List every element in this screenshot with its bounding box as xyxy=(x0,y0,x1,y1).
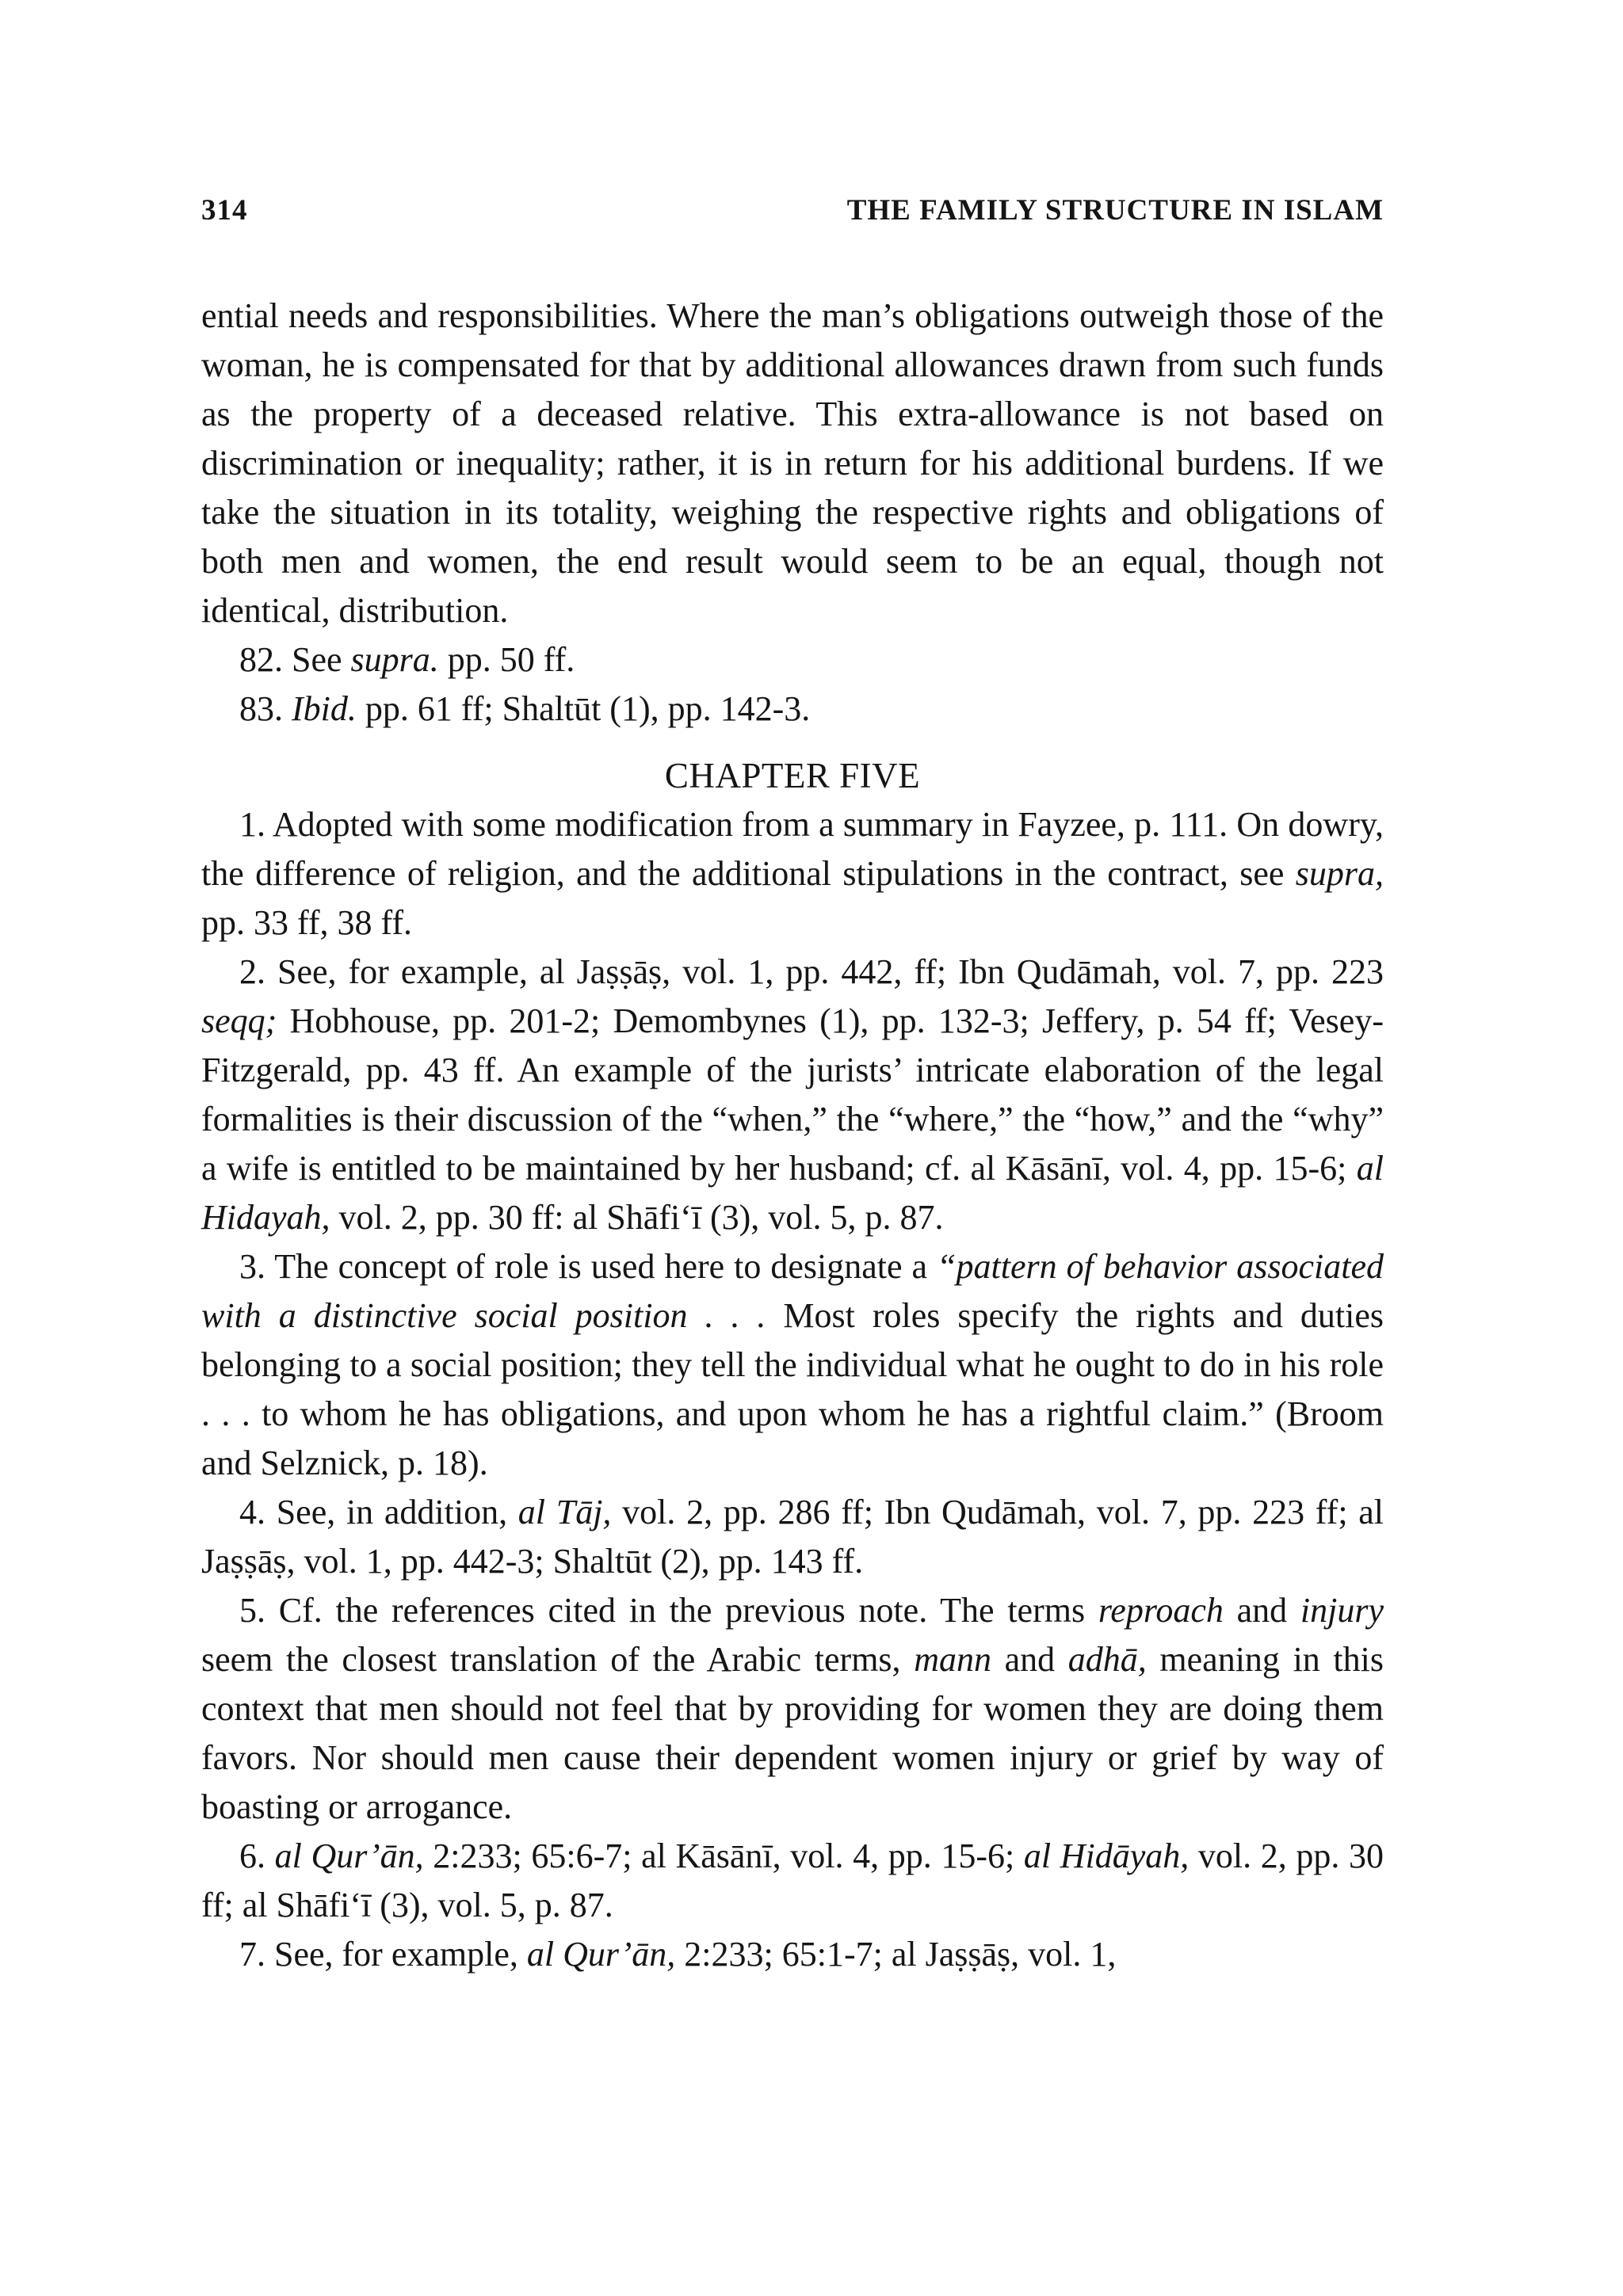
footnote-italic-text: al Hidayah, xyxy=(201,1149,1384,1237)
footnote-text: See xyxy=(283,640,351,679)
footnote xyxy=(201,1832,1384,1930)
footnote-italic-text: injury xyxy=(1300,1591,1384,1630)
footnote-italic-text: al Qur’ān, xyxy=(274,1836,424,1875)
footnote xyxy=(201,635,1384,685)
footnote-italic-text: mann xyxy=(914,1640,991,1679)
footnote-italic-text: seqq; xyxy=(201,1001,277,1040)
footnote xyxy=(201,1930,1384,1979)
footnote-text: 2:233; 65:6-7; al Kāsānī, vol. 4, pp. 15-6; xyxy=(423,1836,1024,1875)
footnote-number: 83. xyxy=(239,689,283,728)
footnote-italic-text: al Qur’ān, xyxy=(526,1935,676,1974)
footnote-text: meaning in this context that men should not feel that by providing for women they are doing them favors. Nor should men cause their dependent women injury or grief by way of boasting or arrogance. xyxy=(201,1640,1384,1826)
footnote-italic-text: Ibid. xyxy=(292,689,357,728)
running-title: THE FAMILY STRUCTURE IN ISLAM xyxy=(846,194,1384,227)
chapter-five-notes xyxy=(201,800,1384,1979)
footnote-italic-text: al Hidāyah, xyxy=(1023,1836,1190,1875)
footnote xyxy=(201,1586,1384,1832)
footnote-text: See, in addition, xyxy=(265,1493,518,1531)
footnote-number: 2. xyxy=(239,952,265,991)
page-body xyxy=(201,292,1384,1979)
footnote-text: seem the closest translation of the Arabic terms, xyxy=(201,1640,915,1679)
footnote-italic-text: al Tāj, xyxy=(517,1493,612,1531)
footnote-text: Hobhouse, pp. 201-2; Demombynes (1), pp. 132-3; Jeffery, p. 54 ff; Vesey-Fitzgerald, pp. 43 ff. An example of the jurists’ intricate elaboration of the legal formalities is their discussion of the “when,” the “where,” the “how,” and the “why” a wife is entitled to be maintained by her husband; cf. al Kāsānī, vol. 4, pp. 15-6; xyxy=(201,1001,1384,1188)
footnote-number: 1. xyxy=(239,805,265,844)
footnote-italic-text: adhā, xyxy=(1067,1640,1147,1679)
footnote xyxy=(201,948,1384,1242)
footnote-italic-text: supra, xyxy=(1295,854,1384,893)
footnote-text: pp. 50 ff. xyxy=(438,640,575,679)
footnote-text: Cf. the references cited in the previous note. The terms xyxy=(265,1591,1098,1630)
footnote-text xyxy=(265,1836,275,1875)
footnote-text: vol. 2, pp. 30 ff: al Shāfi‘ī (3), vol. 5, p. 87. xyxy=(330,1198,944,1237)
footnote xyxy=(201,1488,1384,1586)
notes-before-chapter xyxy=(201,635,1384,734)
footnote-number: 4. xyxy=(239,1493,265,1531)
footnote-text: pp. 33 ff, 38 ff. xyxy=(201,903,413,942)
footnote-number: 7. xyxy=(239,1935,265,1974)
footnote-number: 82. xyxy=(239,640,283,679)
page-number: 314 xyxy=(201,194,248,227)
footnote-text: The concept of role is used here to designate a xyxy=(265,1247,938,1286)
footnote-text: 2:233; 65:1-7; al Jaṣṣāṣ, vol. 1, xyxy=(675,1935,1117,1974)
footnote-text: vol. 2, pp. 286 ff; Ibn Qudāmah, vol. 7, pp. 223 ff; al Jaṣṣāṣ, vol. 1, pp. 442-3; Shaltūt (2), pp. 143 ff. xyxy=(201,1493,1384,1581)
chapter-heading: CHAPTER FIVE xyxy=(664,756,921,795)
footnote-number: 3. xyxy=(239,1247,265,1286)
footnote-text: See, for example, al Jaṣṣāṣ, vol. 1, pp. 442, ff; Ibn Qudāmah, vol. 7, pp. 223 xyxy=(265,952,1384,991)
footnote-italic-text: “pattern of behavior associated with a distinctive social position . . . xyxy=(201,1247,1384,1335)
continuation-paragraph: ential needs and responsibilities. Where the man’s obligations outweigh those of the woman, he is compensated for that by additional allowances drawn from such funds as the property of a deceased relative. This extra-allowance is not based on discrimination or inequality; rather, it is in return for his additional burdens. If we take the situation in its totality, weighing the respective rights and obligations of both men and women, the end result would seem to be an equal, though not identical, distribution. xyxy=(201,296,1384,630)
footnote-text: and xyxy=(991,1640,1068,1679)
footnote-italic-text: supra. xyxy=(350,640,439,679)
footnote-italic-text: reproach xyxy=(1098,1591,1224,1630)
footnote xyxy=(201,1242,1384,1488)
footnote-text: See, for example, xyxy=(265,1935,527,1974)
footnote-text xyxy=(283,689,292,728)
running-head xyxy=(201,193,1384,227)
footnote-text: pp. 61 ff; Shaltūt (1), pp. 142-3. xyxy=(356,689,811,728)
footnote xyxy=(201,800,1384,948)
footnote-number: 6. xyxy=(239,1836,265,1875)
footnote xyxy=(201,685,1384,734)
footnote-text: Most roles specify the rights and duties belonging to a social position; they tell the individual what he ought to do in his role . . . to whom he has obligations, and upon whom he has a rightful claim.” (Broom and Selznick, p. 18). xyxy=(201,1296,1384,1482)
footnote-text: Adopted with some modification from a summary in Fayzee, p. 111. On dowry, the difference of religion, and the additional stipulations in the contract, see xyxy=(201,805,1384,893)
footnote-number: 5. xyxy=(239,1591,265,1630)
footnote-text: and xyxy=(1223,1591,1300,1630)
footnote-text: vol. 2, pp. 30 ff; al Shāfi‘ī (3), vol. 5, p. 87. xyxy=(201,1836,1384,1924)
